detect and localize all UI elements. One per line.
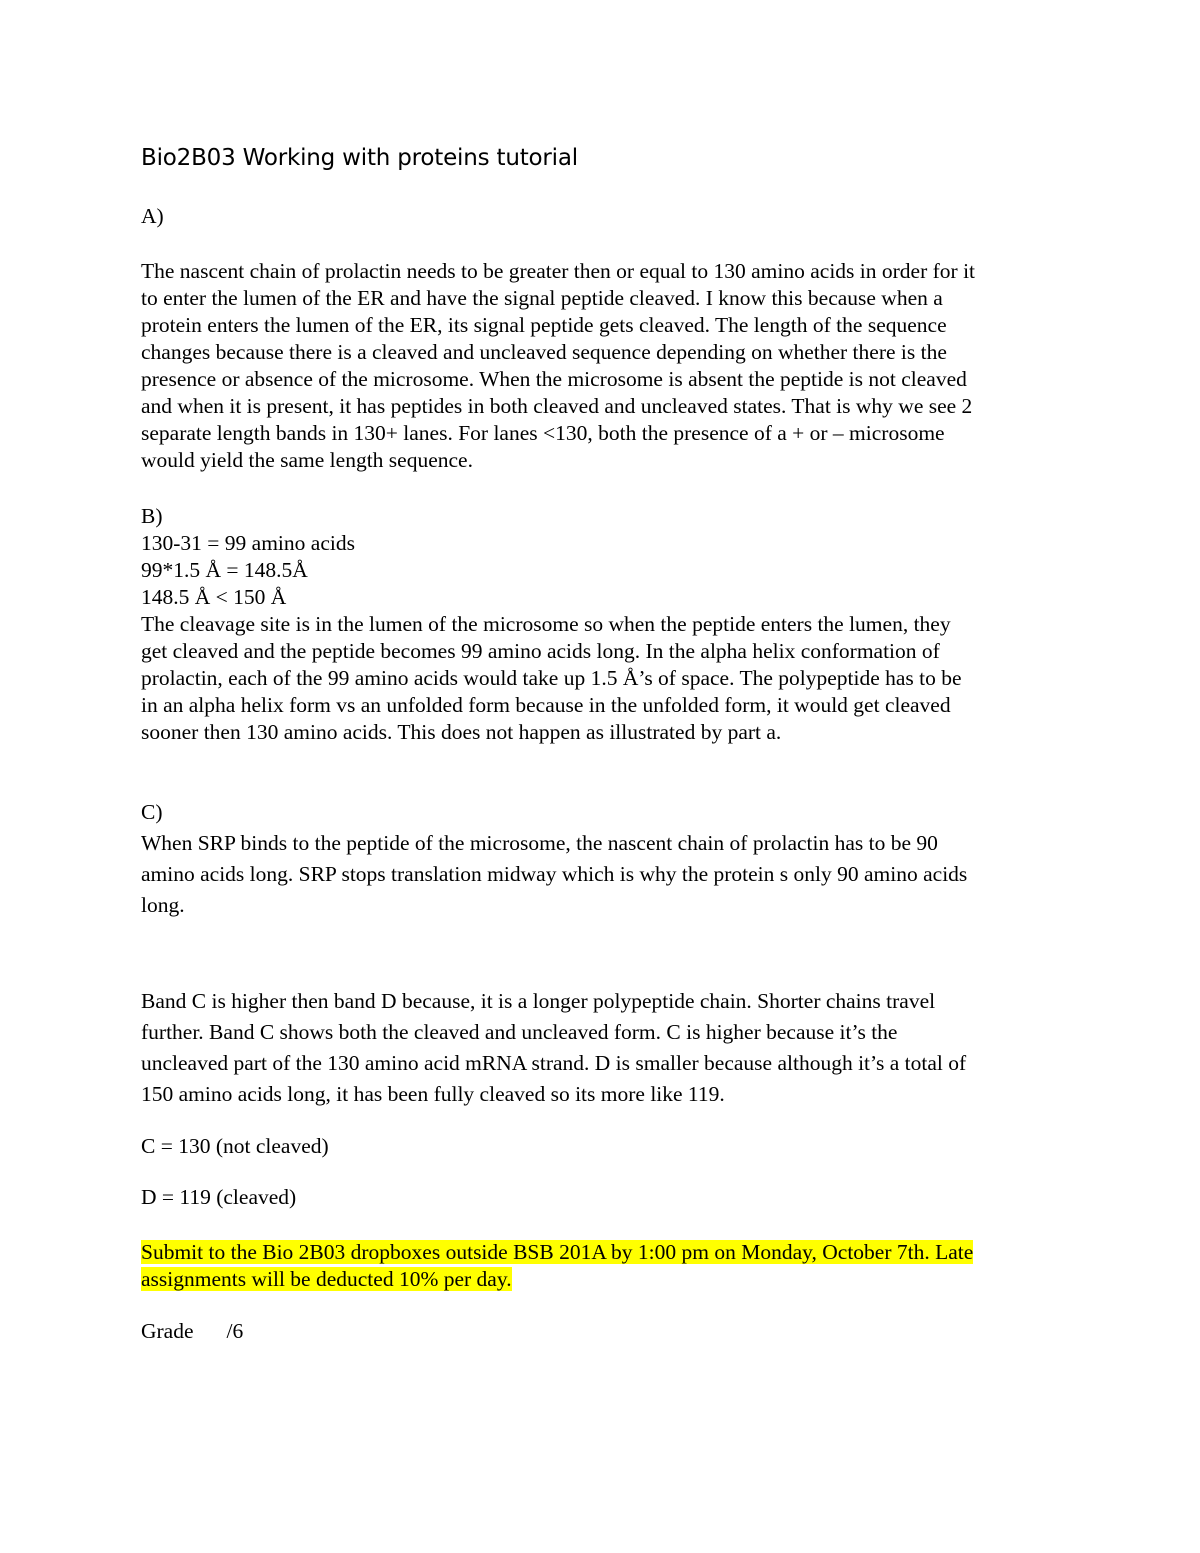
value-line: D = 119 (cleaved) xyxy=(141,1185,297,1209)
section-label: C) xyxy=(141,800,163,824)
paragraph-line: amino acids long. SRP stops translation midway which is why the protein s only 90 amino acids xyxy=(141,862,968,886)
submission-line: assignments will be deducted 10% per day. xyxy=(141,1267,512,1291)
paragraph-line: prolactin, each of the 99 amino acids would take up 1.5 Å’s of space. The polypeptide has to be xyxy=(141,666,962,690)
value-line: C = 130 (not cleaved) xyxy=(141,1134,329,1158)
paragraph-line: 150 amino acids long, it has been fully cleaved so its more like 119. xyxy=(141,1082,725,1106)
paragraph-line: to enter the lumen of the ER and have the signal peptide cleaved. I know this because when a xyxy=(141,286,943,310)
grade-row xyxy=(141,1318,1071,1345)
submission-notice xyxy=(141,1239,1071,1293)
paragraph-line: presence or absence of the microsome. When the microsome is absent the peptide is not cleaved xyxy=(141,367,967,391)
part-c-section xyxy=(141,797,1071,921)
paragraph-line: The nascent chain of prolactin needs to be greater then or equal to 130 amino acids in order for it xyxy=(141,259,976,283)
paragraph-line: Band C is higher then band D because, it is a longer polypeptide chain. Shorter chains travel xyxy=(141,989,936,1013)
paragraph-line: separate length bands in 130+ lanes. For lanes <130, both the presence of a + or – microsome xyxy=(141,421,945,445)
paragraph-line: would yield the same length sequence. xyxy=(141,448,473,472)
grade-value: /6 xyxy=(226,1319,244,1343)
calculation-line: 148.5 Å < 150 Å xyxy=(141,585,287,609)
band-d-value xyxy=(141,1184,1071,1211)
bands-paragraph xyxy=(141,986,1071,1110)
paragraph-line: protein enters the lumen of the ER, its signal peptide gets cleaved. The length of the sequence xyxy=(141,313,947,337)
section-label: A) xyxy=(141,204,164,228)
paragraph-line: sooner then 130 amino acids. This does not happen as illustrated by part a. xyxy=(141,720,782,744)
paragraph-line: get cleaved and the peptide becomes 99 amino acids long. In the alpha helix conformation of xyxy=(141,639,940,663)
grade-label: Grade xyxy=(141,1319,194,1343)
paragraph-line: When SRP binds to the peptide of the microsome, the nascent chain of prolactin has to be 90 xyxy=(141,831,938,855)
calculation-line: 99*1.5 Å = 148.5Å xyxy=(141,558,308,582)
calculation-line: 130-31 = 99 amino acids xyxy=(141,531,355,555)
part-a-label xyxy=(141,203,1071,230)
paragraph-line: The cleavage site is in the lumen of the microsome so when the peptide enters the lumen, they xyxy=(141,612,951,636)
paragraph-line: and when it is present, it has peptides in both cleaved and uncleaved states. That is why we see 2 xyxy=(141,394,973,418)
document-title: Bio2B03 Working with proteins tutorial xyxy=(141,145,578,171)
paragraph-line: uncleaved part of the 130 amino acid mRNA strand. D is smaller because although it’s a total of xyxy=(141,1051,967,1075)
paragraph-line: changes because there is a cleaved and uncleaved sequence depending on whether there is the xyxy=(141,340,947,364)
part-b-section xyxy=(141,503,1071,746)
paragraph-line: in an alpha helix form vs an unfolded form because in the unfolded form, it would get cleaved xyxy=(141,693,951,717)
section-label: B) xyxy=(141,504,163,528)
submission-line: Submit to the Bio 2B03 dropboxes outside BSB 201A by 1:00 pm on Monday, October 7th. Late xyxy=(141,1240,974,1264)
part-a-paragraph xyxy=(141,258,1071,474)
paragraph-line: long. xyxy=(141,893,185,917)
paragraph-line: further. Band C shows both the cleaved and uncleaved form. C is higher because it’s the xyxy=(141,1020,898,1044)
band-c-value xyxy=(141,1133,1071,1160)
